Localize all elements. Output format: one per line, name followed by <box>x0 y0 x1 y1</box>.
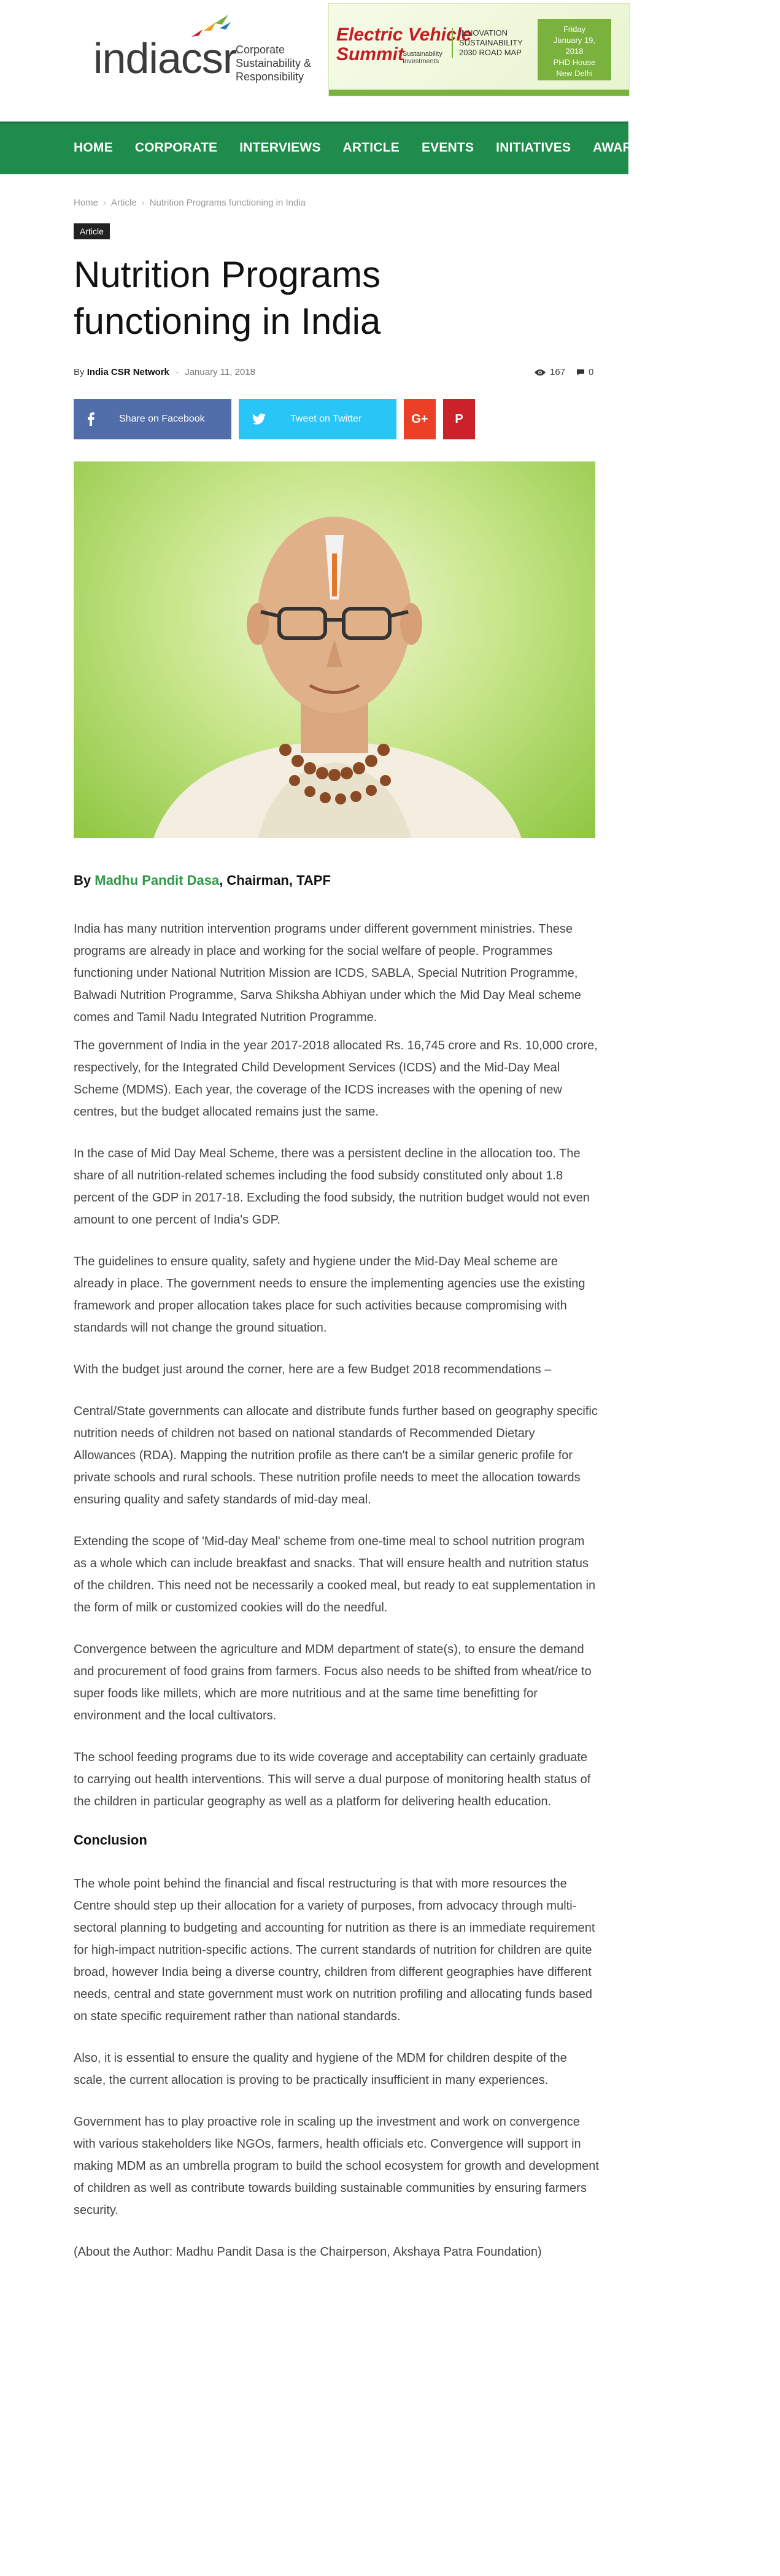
article-body <box>74 859 599 2283</box>
logo-word-csr: csr <box>180 34 237 82</box>
share-twitter-label: Tweet on Twitter <box>290 414 362 424</box>
byline-date: January 11, 2018 <box>185 367 256 377</box>
byline-author[interactable]: India CSR Network <box>87 367 169 377</box>
article-paragraph: The guidelines to ensure quality, safety and hygiene under the Mid-Day Meal scheme are already in place. The government needs to ensure the implementing agencies use the existing framework and proper allocation takes place for such activities because compromising with standards will not change the ground situation. <box>74 1255 585 1335</box>
logo-wordmark <box>93 34 237 82</box>
logo-tagline-line: Sustainability & <box>236 57 312 69</box>
nav-item-article[interactable]: ARTICLE <box>342 141 400 155</box>
share-buttons <box>74 399 475 439</box>
article-paragraph: Convergence between the agriculture and MDM department of state(s), to ensure the demand and procurement of food grains from farmers. Focus also needs to be shifted from wheat/rice to super foods like millets, which are more nutritious and at the same time benefitting for environment and the local cultivators. <box>74 1643 592 1722</box>
banner-title-line: Electric Vehicle <box>336 25 472 45</box>
breadcrumb-home[interactable]: Home <box>74 198 99 208</box>
banner-theme-line: 2030 ROAD MAP <box>459 48 522 57</box>
twitter-icon <box>252 414 266 425</box>
article-paragraph: India has many nutrition intervention programs under different government ministries. These programs are already in place and working for the social welfare of people. Programmes functioning under National Nutrition Mission are ICDS, SABLA, Special Nutrition Programme, Balwadi Nutrition Programme, Sarva Shiksha Abhiyan under which the Mid Day Meal scheme comes and Tamil Nadu Integrated Nutrition Programme. <box>74 922 582 1024</box>
conclusion-paragraph: The whole point behind the financial and fiscal restructuring is that with more resources the Centre should step up their allocation for a variety of purposes, from advocacy through multi-sectoral planning to budgeting and accounting for nutrition as there is an immediate requirement for high-impact nutrition-specific actions. The current standards of nutrition for children are quite broad, however India being a diverse country, children from different geographies have different needs, central and state government must work on nutrition profiling and allocating funds based on state specific requirement rather than national standards. <box>74 1877 595 2023</box>
category-tag[interactable]: Article <box>74 223 110 239</box>
banner-subtitle: Sustainability Investments <box>403 50 442 65</box>
breadcrumb <box>74 198 306 208</box>
breadcrumb-current: Nutrition Programs functioning in India <box>149 198 306 208</box>
logo-tagline-line: Corporate <box>236 44 285 56</box>
pinterest-icon: P <box>455 412 463 426</box>
author-role: , Chairman, TAPF <box>219 873 331 888</box>
share-facebook-label: Share on Facebook <box>119 414 205 424</box>
banner-theme <box>452 28 539 58</box>
conclusion-paragraph: Also, it is essential to ensure the quality and hygiene of the MDM for children despite of the scale, the current allocation is proving to be practically insufficient in many experiences. <box>74 2051 567 2087</box>
banner-date-line: Friday <box>563 25 586 34</box>
nav-item-awards[interactable]: AWARDS <box>593 141 651 155</box>
views-count: 167 <box>550 367 566 377</box>
article-paragraph: The government of India in the year 2017-2018 allocated Rs. 16,745 crore and Rs. 10,000 crore, respectively, for the Integrated Child Development Services (ICDS) and the Mid-Day Meal Scheme (MDMS). Each year, the coverage of the ICDS increases with the opening of new centres, but the budget allocated remains just the same. <box>74 1039 598 1119</box>
share-facebook-button[interactable] <box>74 399 231 439</box>
share-pinterest-button[interactable] <box>443 399 475 439</box>
banner-date-line: New Delhi <box>556 69 593 78</box>
about-author-note: (About the Author: Madhu Pandit Dasa is the Chairperson, Akshaya Patra Foundation) <box>74 2245 542 2259</box>
nav-list <box>74 124 780 172</box>
share-twitter-button[interactable] <box>239 399 396 439</box>
article-hero-image <box>74 461 595 838</box>
logo-word-india: india <box>93 34 181 82</box>
banner-ribbon <box>329 90 629 96</box>
article-paragraph: With the budget just around the corner, here are a few Budget 2018 recommendations – <box>74 1363 552 1376</box>
article-author-line <box>74 873 599 889</box>
nav-item-corporate[interactable]: CORPORATE <box>134 141 218 155</box>
byline-dash: - <box>176 367 179 377</box>
banner-theme-line: SUSTAINABILITY <box>459 38 523 47</box>
author-name: Madhu Pandit Dasa <box>95 873 220 888</box>
share-googleplus-button[interactable] <box>404 399 436 439</box>
ad-banner-ev-summit[interactable] <box>328 3 630 96</box>
article-paragraph: Central/State governments can allocate and distribute funds further based on geography specific nutrition needs of children not based on national standards of Recommended Dietary Allowances (RDA). Mapping the nutrition profile as there can't be a similar generic profile for private schools and rural schools. These nutrition profile needs to meet the allocation towards ensuring quality and safety standards of mid-day meal. <box>74 1405 598 1506</box>
nav-item-home[interactable]: HOME <box>74 141 113 155</box>
banner-theme-line: INNOVATION <box>459 28 508 37</box>
banner-date-line: January 19, 2018 <box>554 36 595 56</box>
nav-item-interviews[interactable]: INTERVIEWS <box>239 141 321 155</box>
article-paragraph: Extending the scope of 'Mid-day Meal' scheme from one-time meal to school nutrition program as a whole which can include breakfast and snacks. That will ensure health and nutrition status of the children. This need not be necessarily a cooked meal, but ready to eat supplementation in the form of milk or customized cookies will do the needful. <box>74 1535 596 1614</box>
nav-item-initiatives[interactable]: INITIATIVES <box>496 141 571 155</box>
byline-by: By <box>74 367 85 377</box>
main-nav <box>0 121 758 174</box>
comments-count: 0 <box>589 367 594 377</box>
banner-date-box <box>538 19 611 80</box>
page-title: Nutrition Programs functioning in India <box>74 254 381 342</box>
comments-stat[interactable] <box>576 367 593 377</box>
byline <box>74 367 255 377</box>
author-by: By <box>74 873 95 888</box>
googleplus-icon: G+ <box>411 412 428 426</box>
logo-tagline <box>236 43 311 83</box>
article-paragraph: In the case of Mid Day Meal Scheme, there was a persistent decline in the allocation too. The share of all nutrition-related schemes including the food subsidy constituted only about 1.8 percent of the GDP in 2017-18. Excluding the food subsidy, the nutrition budget would not even amount to one percent of India's GDP. <box>74 1147 590 1227</box>
site-header <box>0 0 628 123</box>
article-paragraph: The school feeding programs due to its wide coverage and acceptability can certainly graduate to carrying out health interventions. This will serve a dual purpose of monitoring health status of the children in particular geography as well as a platform for delivering health education. <box>74 1751 591 1808</box>
post-stats <box>534 367 593 377</box>
eye-icon <box>534 369 546 376</box>
banner-title-line: Summit <box>336 44 404 64</box>
breadcrumb-separator: › <box>103 198 107 208</box>
banner-date-line: PHD House <box>553 58 596 67</box>
facebook-icon <box>87 412 95 426</box>
comment-icon <box>576 369 585 376</box>
nav-item-categories[interactable]: CATEGORIES <box>672 141 758 155</box>
site-logo[interactable] <box>93 12 314 92</box>
nav-item-events[interactable]: EVENTS <box>421 141 474 155</box>
views-stat <box>534 367 565 377</box>
conclusion-paragraph: Government has to play proactive role in scaling up the investment and work on convergence with various stakeholders like NGOs, farmers, health officials etc. Convergence will support in making MDM as an umbrella program to build the school ecosystem for growth and development of children as well as contribute towards building sustainable communities by ensuring farmers security. <box>74 2115 599 2217</box>
logo-tagline-line: Responsibility <box>236 71 304 83</box>
author-portrait <box>74 461 595 838</box>
breadcrumb-article[interactable]: Article <box>111 198 137 208</box>
breadcrumb-separator: › <box>141 198 145 208</box>
conclusion-heading: Conclusion <box>74 1832 147 1848</box>
